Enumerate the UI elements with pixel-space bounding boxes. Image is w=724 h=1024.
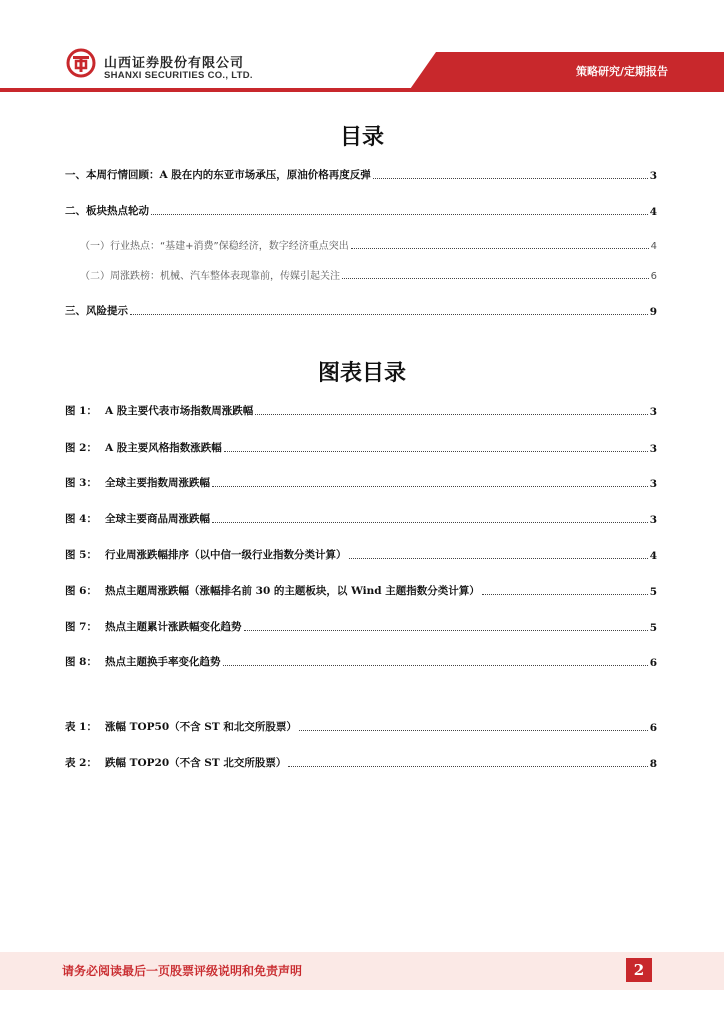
table-item-page: 8 — [649, 758, 657, 770]
toc-subitem[interactable] — [80, 236, 657, 252]
figure-item-page: 5 — [649, 586, 657, 598]
figure-item-title: 热点主题累计涨跌幅变化趋势 — [105, 621, 242, 633]
figure-item[interactable] — [65, 474, 657, 490]
report-category-tag: 策略研究/定期报告 — [575, 65, 668, 78]
table-item-page: 6 — [649, 722, 657, 734]
figure-item[interactable] — [65, 618, 657, 634]
figure-item-title: 全球主要指数周涨跌幅 — [105, 477, 210, 489]
figure-item-page: 3 — [649, 406, 657, 418]
toc-item-page: 4 — [650, 241, 657, 252]
toc-item-number: 二、 — [65, 205, 86, 217]
figure-item-title: 热点主题换手率变化趋势 — [105, 656, 221, 668]
figure-item-page: 5 — [649, 622, 657, 634]
table-item[interactable] — [65, 718, 657, 734]
dot-leader — [373, 177, 648, 179]
figure-item-page: 4 — [649, 550, 657, 562]
table-item-title: 涨幅 TOP50（不含 ST 和北交所股票） — [105, 721, 297, 733]
figure-item[interactable] — [65, 582, 657, 598]
toc-item-page: 3 — [649, 170, 657, 182]
figure-item[interactable] — [65, 439, 657, 455]
toc-item-title: 板块热点轮动 — [86, 205, 149, 217]
figure-item-page: 3 — [649, 478, 657, 490]
header-divider — [0, 88, 724, 92]
figure-item-page: 3 — [649, 514, 657, 526]
company-name-en: SHANXI SECURITIES CO., LTD. — [104, 70, 253, 81]
figure-list-title: 图表目录 — [317, 361, 406, 386]
dot-leader — [349, 557, 648, 559]
toc-item-number: 一、 — [65, 169, 86, 181]
dot-leader — [342, 277, 649, 279]
dot-leader — [288, 765, 647, 767]
table-item-number: 表 1： — [65, 721, 97, 733]
figure-item-number: 图 3： — [65, 477, 97, 489]
toc-subitem[interactable] — [80, 266, 657, 282]
dot-leader — [244, 629, 648, 631]
figure-item-number: 图 6： — [65, 585, 97, 597]
figure-item-number: 图 7： — [65, 621, 97, 633]
table-item-title: 跌幅 TOP20（不含 ST 北交所股票） — [105, 757, 287, 769]
figure-item-page: 6 — [649, 657, 657, 669]
company-name-cn: 山西证券股份有限公司 — [104, 56, 245, 71]
dot-leader — [212, 485, 648, 487]
toc-item-title: 周涨跌榜：机械、汽车整体表现靠前，传媒引起关注 — [110, 271, 340, 282]
figure-item-number: 图 5： — [65, 549, 97, 561]
disclaimer-notice: 请务必阅读最后一页股票评级说明和免责声明 — [62, 964, 303, 978]
figure-item[interactable] — [65, 510, 657, 526]
table-item-number: 表 2： — [65, 757, 97, 769]
figure-item-title: A 股主要风格指数涨跌幅 — [105, 442, 222, 454]
figure-item[interactable] — [65, 653, 657, 669]
toc-item[interactable] — [65, 302, 657, 318]
figure-item[interactable] — [65, 546, 657, 562]
figure-item-title: 全球主要商品周涨跌幅 — [105, 513, 210, 525]
toc-item-number: 三、 — [65, 305, 86, 317]
toc-item-title: 风险提示 — [86, 305, 128, 317]
figure-item-number: 图 4： — [65, 513, 97, 525]
figure-item-page: 3 — [649, 443, 657, 455]
toc-title: 目录 — [339, 125, 384, 150]
toc-item[interactable] — [65, 202, 657, 218]
toc-item-page: 9 — [649, 306, 657, 318]
toc-item[interactable] — [65, 166, 657, 182]
shanxi-securities-logo-icon — [66, 48, 96, 78]
toc-item-title: 行业热点：“基建+消费”保稳经济，数字经济重点突出 — [110, 241, 349, 252]
toc-item-number: （二） — [80, 271, 110, 282]
dot-leader — [299, 729, 648, 731]
dot-leader — [212, 521, 648, 523]
header-tab-shape — [408, 52, 724, 92]
toc-item-number: （一） — [80, 241, 110, 252]
figure-item-number: 图 8： — [65, 656, 97, 668]
figure-item[interactable] — [65, 402, 657, 418]
table-item[interactable] — [65, 754, 657, 770]
dot-leader — [130, 313, 648, 315]
page-number: 2 — [626, 958, 652, 982]
toc-item-page: 4 — [649, 206, 657, 218]
dot-leader — [482, 593, 648, 595]
figure-item-number: 图 1： — [65, 405, 97, 417]
dot-leader — [255, 413, 647, 415]
toc-item-title: 本周行情回顾：A 股在内的东亚市场承压，原油价格再度反弹 — [86, 169, 371, 181]
toc-item-page: 6 — [650, 271, 657, 282]
dot-leader — [223, 664, 648, 666]
figure-item-title: 热点主题周涨跌幅（涨幅排名前 30 的主题板块，以 Wind 主题指数分类计算） — [105, 585, 480, 597]
dot-leader — [351, 247, 649, 249]
dot-leader — [224, 450, 648, 452]
figure-item-title: A 股主要代表市场指数周涨跌幅 — [105, 405, 254, 417]
page-header — [0, 0, 724, 98]
figure-item-number: 图 2： — [65, 442, 97, 454]
dot-leader — [151, 213, 648, 215]
figure-item-title: 行业周涨跌幅排序（以中信一级行业指数分类计算） — [105, 549, 347, 561]
